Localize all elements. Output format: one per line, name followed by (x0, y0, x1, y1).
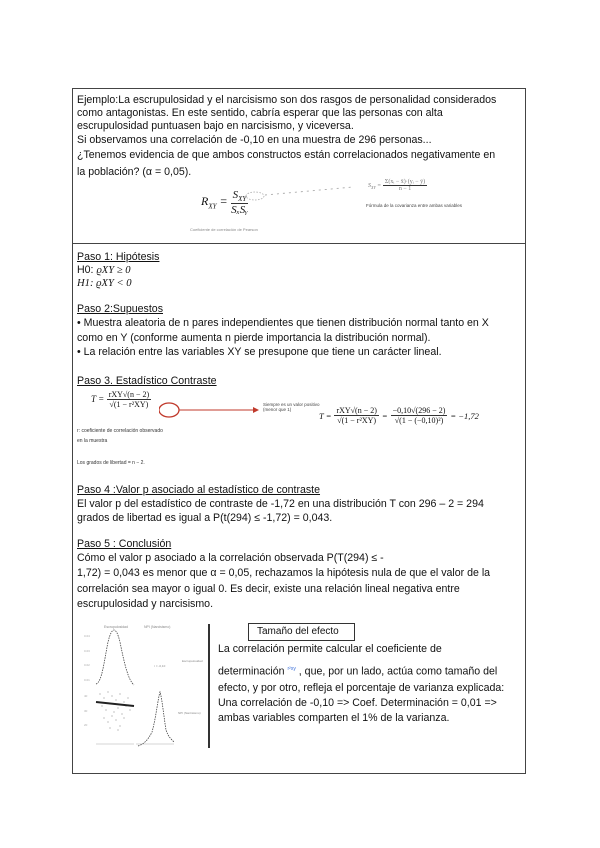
pearson-note: Coeficiente de correlación de Pearson (190, 227, 258, 232)
fig-label-top-left: Escrupulosidad (104, 625, 128, 629)
paso5-line-4: escrupulosidad y narcisismo. (77, 598, 214, 610)
effect-line-1: La correlación permite calcular el coeficiente de (218, 643, 442, 655)
effect-line-2: determinación $^{r^2xy}$ , que, por un lado, actúa como tamaño del (218, 665, 498, 678)
note-df: Los grados de libertad = n − 2. (77, 460, 145, 466)
steps-box (72, 243, 526, 774)
svg-text:0.02: 0.02 (84, 663, 90, 667)
svg-text:0.03: 0.03 (84, 649, 90, 653)
paso2-line-1: • Muestra aleatoria de n pares independientes que tienen distribución normal tanto en X (77, 317, 489, 329)
paso3-title: Paso 3. Estadístico Contraste (77, 375, 217, 387)
example-line-2: como antagonistas. En este sentido, cabría esperar que las personas con alta (77, 107, 443, 119)
svg-text:0.04: 0.04 (84, 634, 90, 638)
paso4-title: Paso 4 :Valor p asociado al estadístico de contraste (77, 484, 321, 496)
pearson-lhs: $R_{XY}$ = (201, 194, 231, 211)
paso5-title: Paso 5 : Conclusión (77, 538, 172, 550)
paso5-line-3: correlación sea mayor o igual 0. Es decir, existe una relación lineal negativa entre (77, 583, 460, 595)
svg-text:30: 30 (84, 709, 88, 713)
h0-label: H0: (77, 264, 97, 276)
example-box (72, 88, 526, 244)
svg-text:20: 20 (84, 723, 88, 727)
covariance-note: Fórmula de la covarianza entre ambas variables (366, 203, 463, 208)
svg-text:40: 40 (84, 694, 88, 698)
covariance-formula: $S_{XY}$ = $\frac{\text{Σ(xᵢ − x̄)·(yᵢ − ȳ)}}{n - 1}$ (368, 179, 426, 192)
svg-text:0.01: 0.01 (84, 678, 90, 682)
pearson-fraction: $\frac{S_{XY}}{\text{SₓSᵧ}}$ (231, 189, 248, 217)
example-line-6: la población? (α = 0,05). (77, 165, 192, 178)
h1-math: ϱXY < 0 (96, 278, 132, 289)
scatter-density-figure (82, 622, 210, 750)
example-line-3: escrupulosidad puntuasen bajo en narcisismo, y viceversa. (77, 120, 354, 132)
svg-text:NPI (Narcisismo): NPI (Narcisismo) (178, 711, 201, 715)
paso2-title: Paso 2:Supuestos (77, 303, 163, 315)
paso2-line-2: como en Y (conforme aumenta n pierde importancia la distribución normal). (77, 332, 431, 344)
dotted-connector (245, 185, 355, 201)
example-line-1: Ejemplo:La escrupulosidad y el narcisismo son dos rasgos de personalidad considerados (77, 94, 497, 106)
figure-divider (208, 624, 210, 748)
paso2-line-3: • La relación entre las variables XY se presupone que tiene un carácter lineal. (77, 346, 442, 358)
effect-line-3: efecto, y por otro, refleja el porcentaje de varianza explicada: (218, 681, 505, 694)
paso4-line-2: grados de libertad es igual a P(t(294) ≤ -1,72) = 0,043. (77, 512, 333, 524)
note-r: r: coeficiente de correlación observado (77, 428, 163, 434)
fig-label-top-right: NPI (Narcisismo) (144, 625, 171, 629)
example-line-5: ¿Tenemos evidencia de que ambos constructos están correlacionados negativamente en (77, 149, 496, 161)
effect-size-title-box: Tamaño del efecto (248, 623, 355, 641)
svg-text:Escrupulosidad: Escrupulosidad (182, 659, 203, 663)
r2-symbol: r²xy (287, 666, 296, 672)
h0-line (77, 264, 521, 277)
effect-text (218, 642, 518, 726)
paso3-content (77, 388, 521, 484)
arrow-note: Siempre es un valor positivo (menor que 1) (263, 402, 320, 412)
effect-section (77, 620, 521, 760)
paso5-line-1: Cómo el valor p asociado a la correlación observada P(T(294) ≤ - (77, 552, 384, 564)
effect-line-5: ambas variables comparten el 1% de la varianza. (218, 711, 450, 724)
effect-line-4: Una correlación de -0,10 => Coef. Determinación = 0,01 => (218, 696, 497, 709)
note-r2: en la muestra (77, 438, 108, 444)
paso1-title: Paso 1: Hipótesis (77, 251, 160, 263)
h1-label: H1: (77, 278, 97, 289)
red-circle-arrow (159, 402, 259, 418)
h0-math: ϱXY ≥ 0 (96, 265, 131, 276)
example-line-4: Si observamos una correlación de -0,10 en una muestra de 296 personas... (77, 134, 432, 146)
h1-line (77, 277, 521, 290)
t-formula-applied: T = $\frac{\text{rXY√(n − 2)}}{\text{√(1 − r²XY)}}$ = $\frac{-0,10√(296 - 2)}{\text{√(1 − (−0,10)²)}}$ = −1,72 (319, 406, 479, 425)
fig-corr-label: r = -0,10 (154, 664, 166, 668)
pearson-formula (201, 189, 248, 216)
t-formula-general: T = $\frac{\text{rXY√(n − 2)}}{\text{√(1 − r²XY)}}$ (91, 390, 150, 409)
paso4-line-1: El valor p del estadístico de contraste de -1,72 en una distribución T con 296 – 2 = 294 (77, 498, 484, 510)
paso5-line-2: 1,72) = 0,043 es menor que α = 0,05, rechazamos la hipótesis nula de que el valor de la (77, 567, 491, 579)
